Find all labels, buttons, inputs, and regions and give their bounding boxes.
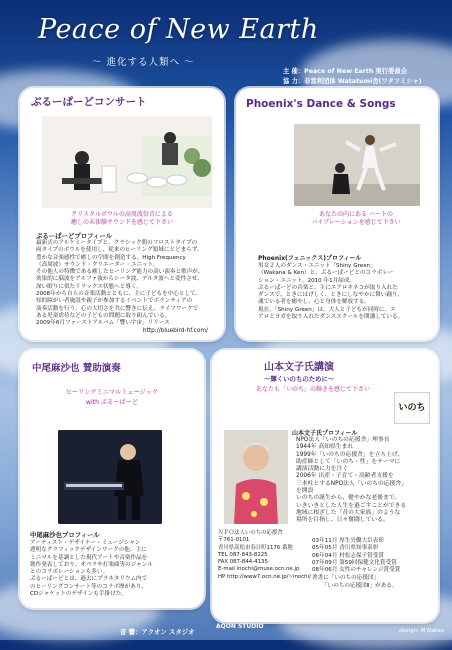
concert-profile-title: ぷるーぱーどプロフィール bbox=[36, 232, 113, 240]
profile-line: ミニマルを基調とした現代アートや音楽作品を bbox=[30, 554, 148, 561]
books-line: 著書に「いのちの応援団」 bbox=[312, 575, 380, 582]
profile-line: 地域に根ざした「昔の大家族」のような bbox=[296, 509, 401, 516]
profile-line: ション・ユニット。2010 年1月結成。 bbox=[258, 277, 356, 284]
lecture-photo-art bbox=[224, 430, 288, 524]
contact-line: 〒761-0101 bbox=[218, 537, 250, 544]
dance-profile-title: Phoenix(フェニックス)プロフィール bbox=[258, 255, 362, 262]
dance-caption-line: あなたの内にある ハートの bbox=[319, 211, 393, 218]
profile-line: 深い眠りに似たリラックス状態へと導く。 bbox=[36, 283, 143, 290]
concert-card bbox=[20, 88, 224, 340]
profile-line: ぷるーぱーどの音楽と、主にエアロキネコが取り入れた bbox=[258, 284, 398, 291]
contact-line: TEL 087-843-8225 bbox=[218, 551, 268, 558]
profile-line: （Wakana & Ken）と、ぷるーぱーどとのコラボレー bbox=[258, 270, 394, 277]
seal-text: いのち bbox=[398, 403, 426, 413]
profile-line: 講演活動に力を注ぐ bbox=[296, 466, 349, 473]
award-line: 08年06月 女性のチャレンジ賞受賞 bbox=[312, 567, 401, 574]
profile-line: 1944年 高知県生まれ bbox=[296, 444, 354, 451]
profile-line: その他人の特徴である癒したヒーリング能力の高い演奏と歌声が、 bbox=[36, 269, 204, 276]
award-line: 05年05月 香川県知事表彰 bbox=[312, 545, 379, 552]
lecture-title: 山本文子氏講演 bbox=[264, 362, 334, 373]
profile-line: 2008年から自らの音楽活動とともに、主に子どもを中心として、 bbox=[36, 291, 202, 298]
lecture-profile-text bbox=[296, 437, 436, 525]
dance-photo bbox=[294, 124, 420, 206]
profile-line: 透明なグラフィックデザインワークの他、主に bbox=[30, 547, 147, 554]
profile-line: 知的障がい者施設や親子が参加するイベントでボランティアの bbox=[36, 298, 193, 305]
award-line: 03年11月 厚生労働大臣表彰 bbox=[312, 538, 384, 544]
music-photo-art bbox=[58, 430, 162, 524]
contact-line[interactable]: HP http://www7.ocn.ne.jp/~inochi/ bbox=[218, 573, 311, 580]
profile-line: を開設 bbox=[296, 488, 314, 495]
dance-caption bbox=[276, 211, 436, 227]
music-title: 中尾麻沙也 賛助演奏 bbox=[32, 363, 121, 374]
award-line: 06年04月 村松志保子賞受賞 bbox=[312, 552, 384, 559]
profile-line: アーティスト・デザイナー・ミュージシャン bbox=[30, 540, 141, 546]
music-caption-line: with ぷるーぱーど bbox=[85, 399, 139, 406]
music-card bbox=[20, 350, 204, 608]
award-line: 07年09月 第59回保健文化賞受賞 bbox=[312, 559, 397, 566]
lecture-card bbox=[212, 350, 438, 622]
lecture-subtitle: 〜輝くいのちのために〜 bbox=[264, 375, 335, 383]
music-caption bbox=[28, 388, 196, 408]
profile-line: 豊かな音楽感性で癒しの空間を創造する。High Frequency bbox=[36, 254, 186, 261]
profile-line: いきいきとした人生を過ごすことができる bbox=[296, 502, 407, 509]
profile-line: 男女２人のダンス・ユニット「Shiny Green」 bbox=[258, 263, 376, 269]
profile-line: ダンスで、ときにはげしく、ときにしなやかに舞い踊り、 bbox=[258, 292, 404, 299]
concert-caption-line: 癒しの未体験サウンドを感じて下さい bbox=[70, 219, 173, 226]
books-line: 「いのちの応援団Ⅱ」がある。 bbox=[322, 582, 398, 589]
dance-caption-line: バイブレーションを感じて下さい bbox=[311, 219, 401, 226]
footer-design: design: M Nakao bbox=[399, 628, 444, 634]
concert-caption bbox=[30, 211, 214, 227]
cooperation-line: 協 力：非営利団体 Watatumi舎(ワタツミシャ) bbox=[283, 78, 422, 85]
profile-line: ある児童虐待などの子どもの問題に取り組んでいる。 bbox=[36, 312, 171, 319]
music-caption-line: ヒーリングミニマルミュージック bbox=[65, 389, 159, 396]
lecture-seal bbox=[394, 392, 430, 424]
contact-line: FAX 087-844-4135 bbox=[218, 559, 268, 566]
profile-line: 助産師として「いのち・性」をテーマに bbox=[296, 458, 401, 465]
profile-line: 効果的に脳波をアルファ波からシータ波、デルタ波へと変性させ、 bbox=[36, 276, 203, 283]
profile-line: 最新式のアルケミータイプと、クラシック朝のフロストタイプの bbox=[36, 240, 198, 246]
profile-line: 場所を目指し、日々奮闘している。 bbox=[296, 517, 389, 524]
profile-line: 演奏活動を行う。心の大切さを共に響きに伝え、ライフワークで bbox=[36, 305, 199, 312]
concert-url[interactable]: http://bluebird-hf.com/ bbox=[142, 328, 208, 334]
profile-line: NPO法人「いのちの応援舎」理事長 bbox=[296, 437, 390, 443]
profile-line: （高周波）サウンド・クリエーター・ユニット。 bbox=[36, 261, 159, 268]
organizer-line: 主 催：Peace of New Earth 実行委員会 bbox=[283, 68, 408, 75]
concert-photo bbox=[42, 116, 212, 208]
footer-sound: 音 響：アクオン スタジオ bbox=[120, 628, 195, 636]
dance-profile-text bbox=[258, 263, 436, 321]
lecture-photo bbox=[224, 430, 288, 524]
concert-title: ぷるーぱーどコンサート bbox=[31, 96, 147, 108]
contact-line: ＮＰＯ法人いのちの応援舎 bbox=[218, 530, 283, 536]
page-title: Peace of New Earth bbox=[38, 14, 319, 45]
profile-line: 三本柱とするNPO法人「いのちの応援舎」 bbox=[296, 480, 407, 487]
music-photo bbox=[58, 430, 162, 524]
footer-logo: AQON STUDIO bbox=[216, 623, 264, 630]
contact-line: 香川県高松市春日町1176 番地 bbox=[218, 544, 293, 551]
profile-line: 2009年6月ファーストアルバム「響い宇宙」リリース bbox=[36, 320, 170, 327]
dance-photo-art bbox=[294, 124, 420, 206]
profile-line: 現在、「Shiny Green」は、大人と子どもが同時に、エ bbox=[258, 306, 396, 313]
profile-line: のヒーリングコンサート等のコラボ歴があり、 bbox=[30, 583, 148, 590]
lecture-contact bbox=[218, 530, 311, 581]
profile-line: 2006年 出産・子育て・高齢者支援を bbox=[296, 473, 394, 480]
lecture-profile-title: 山本文子氏プロフィール bbox=[292, 430, 358, 437]
profile-line: アロとヨガを取り入れたダンススクールを開講している。 bbox=[258, 314, 404, 321]
profile-line: いのちの誕生から、健やかな老後まで。 bbox=[296, 495, 401, 502]
concert-profile-text bbox=[36, 240, 220, 328]
profile-line: 創作発表しており、オペラや打楽曲等のジャンル bbox=[30, 561, 153, 568]
music-profile-title: 中尾麻沙也プロフィール bbox=[30, 531, 100, 539]
concert-caption-line: クリスタルボウルの高周波倍音による bbox=[71, 211, 173, 218]
music-profile-text bbox=[30, 540, 200, 598]
profile-line: とのコラボレーションも多い。 bbox=[30, 569, 109, 576]
dance-title: Phoenix's Dance & Songs bbox=[246, 98, 396, 110]
dance-card bbox=[236, 88, 438, 340]
lecture-awards bbox=[312, 538, 436, 590]
contact-line[interactable]: E-mail inochi@muse.ocn.ne.jp bbox=[218, 566, 300, 573]
profile-line: 1999年「いのちの応援舎」を立ち上げ、 bbox=[296, 451, 404, 458]
page-subtitle: 〜 進化する人類へ 〜 bbox=[92, 57, 195, 68]
profile-line: 両タイプのボウルを使用し、従来のヒーリング領域にとどまらず、 bbox=[36, 247, 203, 254]
profile-line: 魂でいる者を癒やし、心と身体を解放する。 bbox=[258, 299, 370, 306]
profile-line: ぷるーぱーどとは、過去にプラネタリウム内で bbox=[30, 576, 148, 583]
profile-line: CDジャケットのデザインも手掛けた。 bbox=[30, 591, 127, 598]
concert-photo-art bbox=[42, 116, 212, 208]
lecture-caption: あなたも「いのち」の輝きを感じて下さい bbox=[256, 386, 371, 393]
